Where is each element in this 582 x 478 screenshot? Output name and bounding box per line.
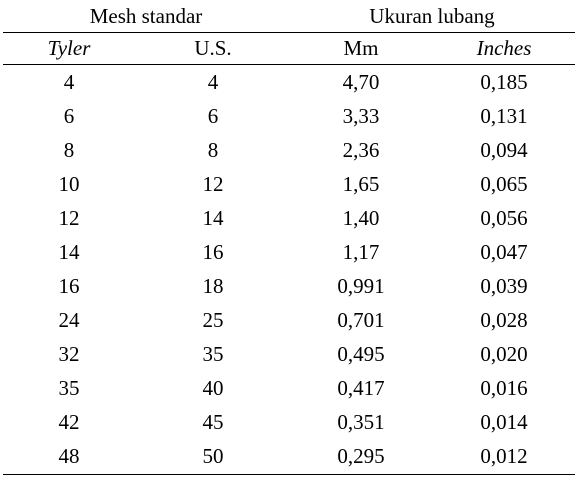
cell-tyler: 48	[58, 443, 80, 468]
cell-us: 8	[207, 137, 219, 162]
cell-tyler: 10	[58, 171, 80, 196]
cell-tyler: 12	[58, 205, 80, 230]
table-row	[3, 303, 575, 337]
cell-inches: 0,065	[480, 171, 528, 196]
cell-tyler: 35	[58, 375, 80, 400]
cell-mm: 0,351	[337, 409, 385, 434]
cell-mm: 2,36	[342, 137, 380, 162]
table-row	[3, 99, 575, 133]
table-row	[3, 201, 575, 235]
table-row	[3, 133, 575, 167]
cell-inches: 0,028	[480, 307, 528, 332]
cell-us: 25	[202, 307, 224, 332]
table-row	[3, 371, 575, 405]
table-bottom-rule	[3, 474, 575, 475]
cell-tyler: 24	[58, 307, 80, 332]
column-header-mm: Mm	[343, 36, 379, 60]
cell-tyler: 4	[63, 69, 75, 94]
table-row	[3, 269, 575, 303]
cell-mm: 4,70	[342, 69, 380, 94]
cell-mm: 1,65	[342, 171, 380, 196]
table-body	[3, 65, 575, 473]
cell-tyler: 8	[63, 137, 75, 162]
cell-us: 35	[202, 341, 224, 366]
cell-tyler: 14	[58, 239, 80, 264]
cell-mm: 0,495	[337, 341, 385, 366]
column-header-inches: Inches	[476, 36, 532, 60]
cell-tyler: 16	[58, 273, 80, 298]
cell-us: 50	[202, 443, 224, 468]
cell-mm: 0,417	[337, 375, 385, 400]
cell-mm: 0,701	[337, 307, 385, 332]
cell-tyler: 32	[58, 341, 80, 366]
table-row	[3, 65, 575, 99]
cell-us: 6	[207, 103, 219, 128]
cell-us: 18	[202, 273, 224, 298]
table-row	[3, 405, 575, 439]
cell-us: 14	[202, 205, 224, 230]
cell-tyler: 6	[63, 103, 75, 128]
cell-us: 16	[202, 239, 224, 264]
column-header-us: U.S.	[194, 36, 232, 60]
cell-tyler: 42	[58, 409, 80, 434]
column-header-row	[3, 33, 575, 64]
cell-inches: 0,047	[480, 239, 528, 264]
group-header-row	[3, 0, 575, 32]
cell-mm: 0,295	[337, 443, 385, 468]
table-row	[3, 167, 575, 201]
cell-us: 45	[202, 409, 224, 434]
cell-inches: 0,131	[480, 103, 528, 128]
cell-inches: 0,014	[480, 409, 528, 434]
column-header-tyler: Tyler	[47, 36, 91, 60]
group-header-mesh-standard: Mesh standar	[89, 4, 203, 28]
cell-inches: 0,056	[480, 205, 528, 230]
group-header-hole-size: Ukuran lubang	[369, 4, 495, 28]
table-row	[3, 235, 575, 269]
cell-mm: 1,40	[342, 205, 380, 230]
cell-inches: 0,020	[480, 341, 528, 366]
cell-mm: 3,33	[342, 103, 380, 128]
cell-inches: 0,012	[480, 443, 528, 468]
cell-us: 12	[202, 171, 224, 196]
cell-us: 4	[207, 69, 219, 94]
cell-mm: 0,991	[337, 273, 385, 298]
cell-us: 40	[202, 375, 224, 400]
cell-mm: 1,17	[342, 239, 380, 264]
cell-inches: 0,185	[480, 69, 528, 94]
table-row	[3, 337, 575, 371]
cell-inches: 0,016	[480, 375, 528, 400]
table-row	[3, 439, 575, 473]
cell-inches: 0,094	[480, 137, 528, 162]
cell-inches: 0,039	[480, 273, 528, 298]
